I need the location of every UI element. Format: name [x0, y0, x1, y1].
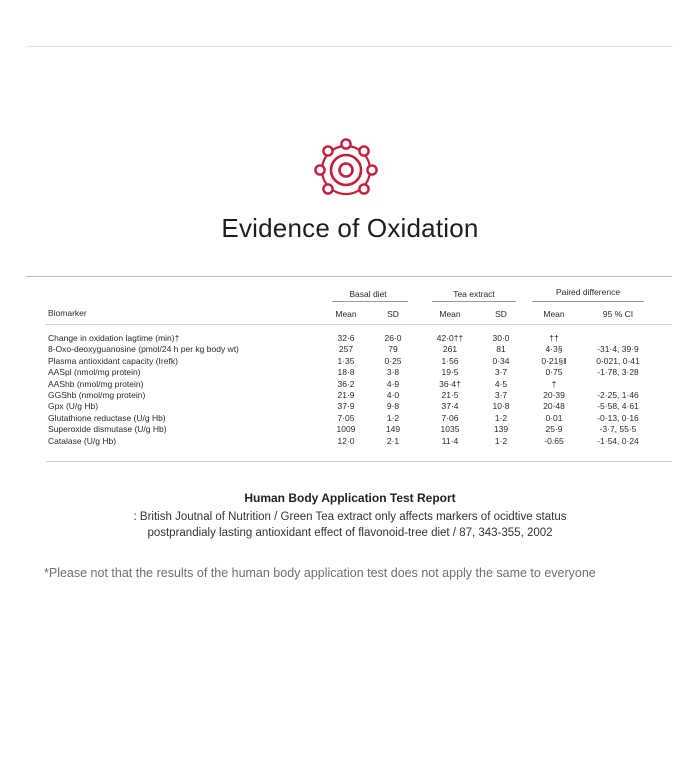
table-cell: 10·8 [492, 401, 510, 412]
table-cell: 21·5 [441, 390, 459, 400]
table-cell: 36·2 [337, 378, 355, 389]
biomarker-name: Glutathione reductase (U/g Hb) [48, 412, 166, 423]
table-cell: 1·35 [337, 355, 355, 366]
table-cell: 4·5 [494, 378, 508, 389]
table-cell: 1·2 [494, 435, 508, 446]
table-cell: 7·05 [337, 412, 355, 423]
biomarker-name: Plasma antioxidant capacity (Irefk) [48, 355, 178, 366]
table-cell: 37·4 [441, 401, 459, 412]
header-rule [46, 324, 672, 325]
table-cell: 1·2 [386, 412, 400, 423]
disclaimer-note: *Please not that the results of the human body application test does not apply the same to everyone [44, 566, 596, 580]
biomarker-header: Biomarker [48, 308, 87, 318]
table-cell: -0·13, 0·16 [597, 412, 639, 423]
biomarker-name: AASpl (nmol/mg protein) [48, 367, 141, 378]
table-cell: 30·0 [492, 333, 510, 343]
table-cell: 42·0†† [436, 333, 464, 343]
col-header-paired-mean: Mean [543, 309, 565, 319]
page-title: Evidence of Oxidation [221, 213, 479, 243]
table-cell: 2·1 [386, 435, 400, 446]
biomarker-name: Change in oxidation lagtime (min)† [48, 333, 180, 343]
table-cell: 19·5 [441, 367, 459, 378]
table-cell: 4·0 [386, 390, 400, 400]
table-cell: 3·8 [386, 367, 400, 378]
table-cell: 9·8 [386, 401, 400, 412]
table-cell: 20·39 [543, 390, 565, 400]
table-cell: 25·9 [545, 424, 563, 435]
biomarker-name: GGShb (nmol/mg protein) [48, 390, 146, 400]
table-cell: 3·7 [494, 390, 508, 400]
table-cell: -3·7, 55·5 [599, 424, 637, 435]
table-cell: †† [549, 333, 559, 343]
group-rule-tea [432, 301, 516, 302]
table-cell: 0·25 [384, 355, 402, 366]
biomarker-name: AAShb (nmol/mg protein) [48, 378, 144, 389]
group-header-paired: Paired difference [555, 287, 621, 297]
report-source-line-1: : British Joutnal of Nutrition / Green Tea extract only affects markers of ocidtive status [133, 511, 567, 523]
table-cell: 149 [385, 424, 401, 435]
table-cell: 79 [388, 344, 398, 355]
group-rule-paired [532, 301, 644, 302]
table-cell: 12·0 [337, 435, 355, 446]
col-header-tea-sd: SD [495, 309, 507, 319]
table-cell: 4·3§ [545, 344, 563, 355]
group-header-tea: Tea extract [453, 289, 495, 299]
table-cell: 18·8 [337, 367, 355, 378]
table-cell: 139 [493, 424, 509, 435]
table-cell: 81 [496, 344, 506, 355]
biomarker-name: Superoxide dismutase (U/g Hb) [48, 424, 167, 435]
table-cell: 3·7 [494, 367, 508, 378]
table-cell: 11·4 [441, 435, 459, 446]
table-cell: -1·78, 3·28 [597, 367, 639, 378]
report-source-line-2: postprandialy lasting antioxidant effect of flavonoid-tree diet / 87, 343-355, 2002 [147, 527, 553, 539]
biomarker-name: 8-Oxo-deoxyguanosine (pmol/24 h per kg body wt) [48, 344, 239, 355]
table-cell: 26·0 [384, 333, 402, 343]
col-header-tea-mean: Mean [439, 309, 461, 319]
table-cell: 1035 [440, 424, 460, 435]
col-header-paired-ci: 95 % CI [602, 309, 634, 319]
table-cell: -5·58, 4·61 [597, 401, 639, 412]
table-cell: † [551, 378, 557, 389]
table-cell: 0·75 [545, 367, 563, 378]
table-cell: -31·4, 39·9 [597, 344, 639, 355]
table-cell: 4·9 [386, 378, 400, 389]
table-cell: -2·25, 1·46 [597, 390, 639, 400]
table-cell: 1·2 [494, 412, 508, 423]
col-header-basal-mean: Mean [335, 309, 357, 319]
biomarker-name: Gpx (U/g Hb) [48, 401, 99, 412]
table-bottom-rule [46, 461, 672, 462]
report-title: Human Body Application Test Report [244, 491, 456, 505]
table-cell: 0·34 [492, 355, 510, 366]
group-header-basal: Basal diet [349, 289, 387, 299]
table-cell: 21·9 [337, 390, 355, 400]
table-cell: 1·56 [441, 355, 459, 366]
molecule-ring-icon [312, 133, 390, 197]
table-cell: 1009 [336, 424, 356, 435]
table-top-rule [26, 276, 672, 277]
col-header-basal-sd: SD [387, 309, 399, 319]
table-cell: 261 [442, 344, 458, 355]
group-rule-basal [332, 301, 408, 302]
table-cell: 32·6 [337, 333, 355, 343]
table-cell: -1·54, 0·24 [597, 435, 639, 446]
table-cell: 37·9 [337, 401, 355, 412]
table-cell: 7·06 [441, 412, 459, 423]
table-cell: 20·48 [543, 401, 565, 412]
table-cell: 36·4† [439, 378, 461, 389]
top-divider [27, 46, 673, 47]
table-cell: 0·021, 0·41 [596, 355, 640, 366]
biomarker-name: Catalase (U/g Hb) [48, 435, 117, 446]
table-cell: -0.65 [544, 435, 564, 446]
table-cell: 0·01 [545, 412, 563, 423]
table-cell: 0·21§‖ [541, 355, 567, 366]
table-cell: 257 [338, 344, 354, 355]
